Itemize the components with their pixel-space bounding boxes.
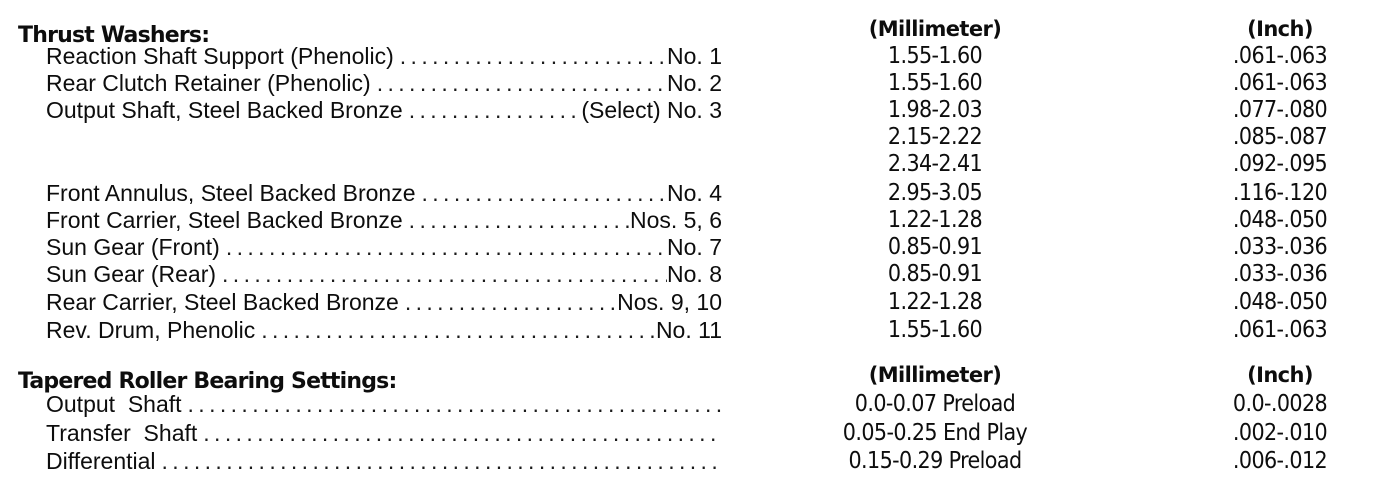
millimeter-value: 1.55-1.60	[887, 70, 983, 96]
part-label	[46, 317, 722, 344]
part-name: Sun Gear (Rear)	[46, 261, 217, 287]
dot-leader	[220, 234, 667, 261]
part-number: Nos. 9, 10	[617, 289, 722, 315]
spec-row	[0, 289, 1392, 316]
millimeter-value: 1.55-1.60	[887, 317, 983, 343]
millimeter-value: 1.22-1.28	[887, 289, 983, 315]
part-name: Front Carrier, Steel Backed Bronze	[46, 207, 403, 233]
section-title-bearing-settings: Tapered Roller Bearing Settings:	[18, 369, 397, 394]
millimeter-value: 2.95-3.05	[887, 180, 983, 206]
inch-value: .033-.036	[1232, 234, 1328, 260]
inch-column-header: (Inch)	[1247, 17, 1313, 41]
part-label	[46, 261, 722, 288]
part-number: (Select) No. 3	[581, 97, 722, 123]
part-name: Transfer Shaft	[46, 420, 198, 446]
dot-leader	[403, 207, 630, 234]
part-label	[46, 70, 722, 97]
millimeter-value: 2.34-2.41	[887, 151, 983, 177]
spec-row-continuation	[0, 124, 1392, 151]
inch-value: .048-.050	[1232, 289, 1328, 315]
millimeter-value: 0.0-0.07 Preload	[854, 391, 1016, 417]
part-number: No. 7	[667, 234, 722, 260]
spec-row	[0, 70, 1392, 97]
part-number: No. 4	[667, 180, 722, 206]
inch-value: .002-.010	[1232, 420, 1328, 446]
dot-leader	[416, 180, 668, 207]
dot-leader	[394, 43, 667, 70]
dot-leader	[197, 420, 722, 447]
millimeter-value: 1.55-1.60	[887, 43, 983, 69]
millimeter-value: 2.15-2.22	[887, 124, 983, 150]
inch-value: .061-.063	[1232, 70, 1328, 96]
part-name: Front Annulus, Steel Backed Bronze	[46, 180, 416, 206]
spec-row	[0, 97, 1392, 124]
part-label	[46, 448, 722, 475]
part-name: Sun Gear (Front)	[46, 234, 220, 260]
part-number: No. 8	[667, 261, 722, 287]
dot-leader	[216, 261, 667, 288]
inch-value: .077-.080	[1232, 97, 1328, 123]
inch-value: .061-.063	[1232, 43, 1328, 69]
part-label	[46, 391, 722, 418]
millimeter-column-header: (Millimeter)	[868, 363, 1002, 387]
part-number: Nos. 5, 6	[629, 207, 722, 233]
dot-leader	[399, 289, 617, 316]
part-label	[46, 207, 722, 234]
inch-column-header: (Inch)	[1247, 363, 1313, 387]
part-name: Rear Clutch Retainer (Phenolic)	[46, 70, 371, 96]
spec-row	[0, 261, 1392, 288]
dot-leader	[182, 391, 722, 418]
part-number: No. 2	[667, 70, 722, 96]
part-name: Differential	[46, 448, 156, 474]
spec-row	[0, 180, 1392, 207]
millimeter-value: 0.85-0.91	[887, 261, 983, 287]
spec-row	[0, 420, 1392, 447]
spec-row	[0, 207, 1392, 234]
spec-row-continuation	[0, 151, 1392, 178]
millimeter-value: 0.05-0.25 End Play	[842, 420, 1028, 446]
part-number: No. 11	[655, 317, 722, 343]
millimeter-value: 0.15-0.29 Preload	[848, 448, 1022, 474]
part-name: Rev. Drum, Phenolic	[46, 317, 256, 343]
millimeter-column-header: (Millimeter)	[868, 17, 1002, 41]
part-name: Rear Carrier, Steel Backed Bronze	[46, 289, 399, 315]
part-name: Output Shaft	[46, 391, 182, 417]
millimeter-value: 1.98-2.03	[887, 97, 983, 123]
dot-leader	[371, 70, 667, 97]
spec-row	[0, 448, 1392, 475]
inch-value: .048-.050	[1232, 207, 1328, 233]
part-number: No. 1	[667, 43, 722, 69]
spec-row	[0, 234, 1392, 261]
part-label	[46, 43, 722, 70]
millimeter-value: 1.22-1.28	[887, 207, 983, 233]
inch-value: .085-.087	[1232, 124, 1328, 150]
part-label	[46, 289, 722, 316]
dot-leader	[403, 97, 582, 124]
inch-value: .092-.095	[1232, 151, 1328, 177]
inch-value: .061-.063	[1232, 317, 1328, 343]
part-label	[46, 420, 722, 447]
spec-row	[0, 43, 1392, 70]
part-label	[46, 97, 722, 124]
inch-value: 0.0-.0028	[1232, 391, 1328, 417]
dot-leader	[156, 448, 722, 475]
part-label	[46, 234, 722, 261]
inch-value: .033-.036	[1232, 261, 1328, 287]
part-name: Reaction Shaft Support (Phenolic)	[46, 43, 394, 69]
spec-row	[0, 317, 1392, 344]
section-title-thrust-washers: Thrust Washers:	[18, 23, 210, 48]
millimeter-value: 0.85-0.91	[887, 234, 983, 260]
spec-row	[0, 391, 1392, 418]
inch-value: .006-.012	[1232, 448, 1328, 474]
part-label	[46, 180, 722, 207]
part-name: Output Shaft, Steel Backed Bronze	[46, 97, 403, 123]
dot-leader	[255, 317, 656, 344]
inch-value: .116-.120	[1232, 180, 1328, 206]
